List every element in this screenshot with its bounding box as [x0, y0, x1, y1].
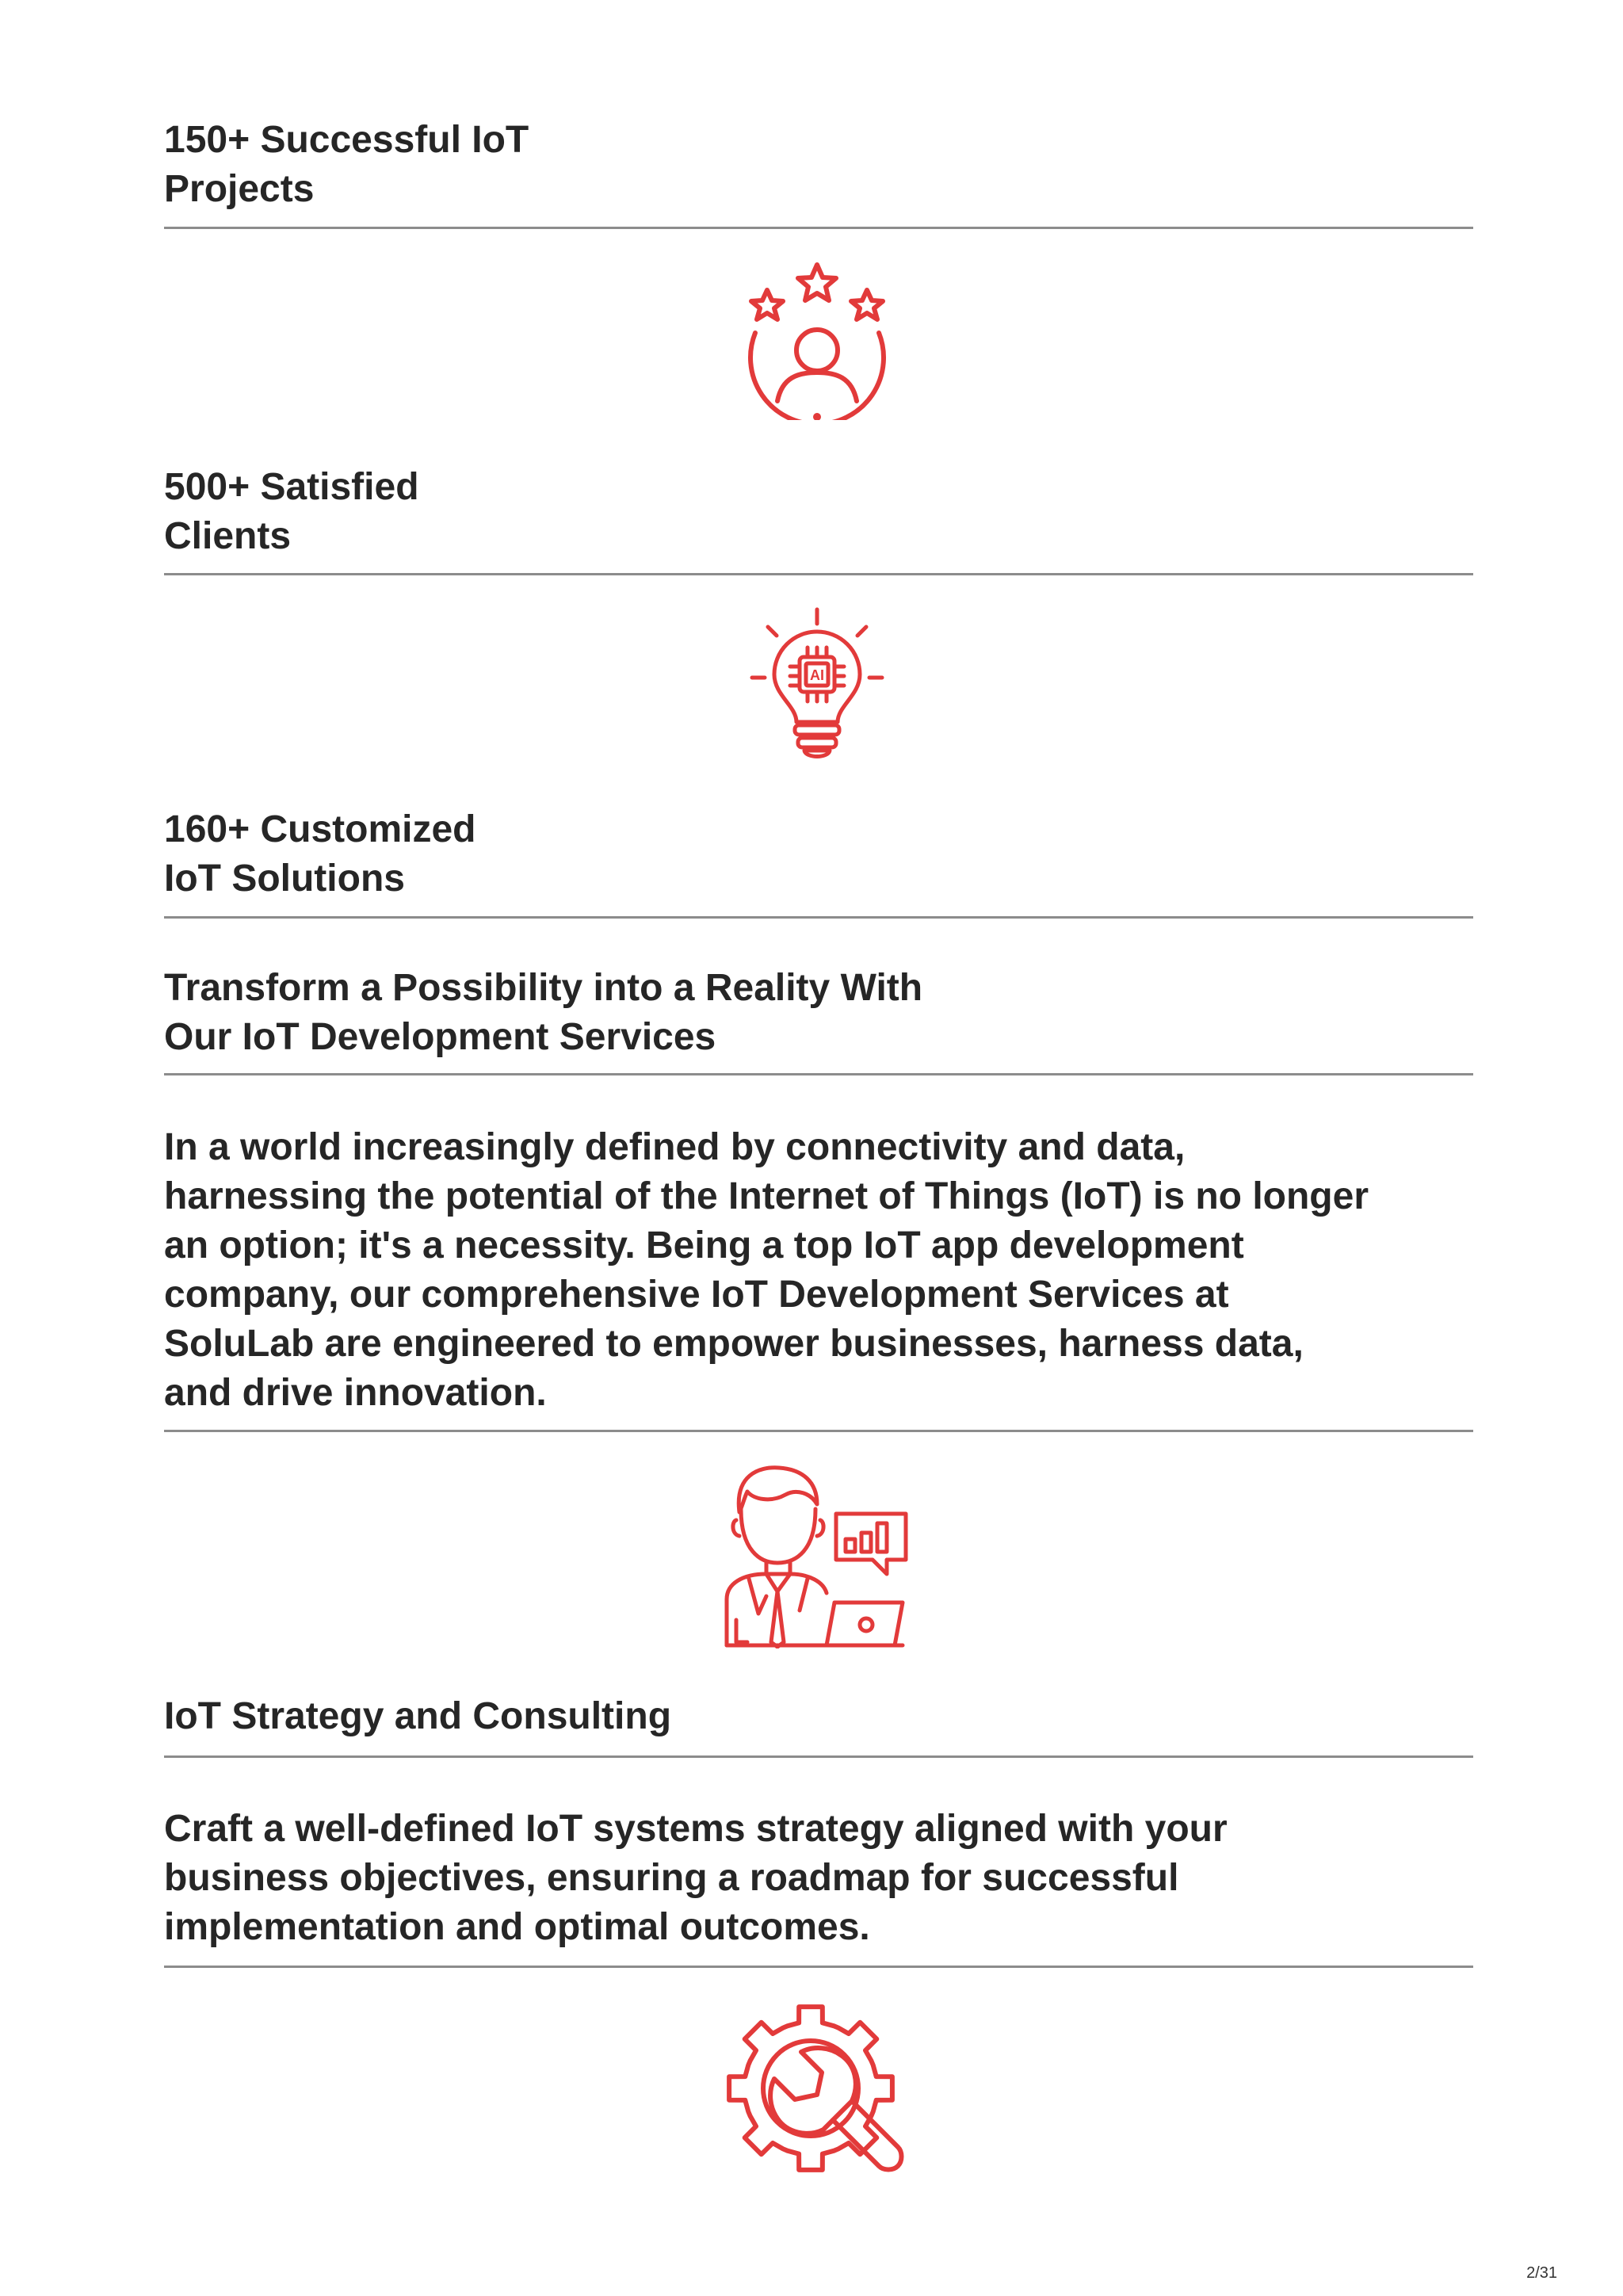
stat-solutions-line2: IoT Solutions [164, 858, 405, 900]
stat-solutions [164, 805, 1473, 904]
section-heading-line1: Transform a Possibility into a Reality With [164, 967, 923, 1009]
divider [164, 1966, 1473, 1968]
divider [164, 573, 1473, 575]
divider [164, 227, 1473, 229]
consultant-presentation-icon [720, 1463, 909, 1648]
divider [164, 1755, 1473, 1758]
stat-clients-line2: Clients [164, 515, 292, 557]
ai-chip-label: AI [810, 667, 824, 683]
stat-projects-line1: 150+ Successful IoT [164, 119, 529, 161]
page-number: 2/31 [1526, 2264, 1557, 2282]
intro-line: SoluLab are engineered to empower businesses, harness data, [164, 1323, 1304, 1365]
service-description-line: implementation and optimal outcomes. [164, 1906, 870, 1948]
service-description [164, 1805, 1473, 1952]
intro-line: harnessing the potential of the Internet of Things (IoT) is no longer [164, 1175, 1369, 1217]
intro-line: an option; it's a necessity. Being a top IoT app development [164, 1224, 1244, 1266]
ai-lightbulb-icon [747, 606, 887, 762]
intro-line: company, our comprehensive IoT Development Services at [164, 1274, 1229, 1316]
intro-line: In a world increasingly defined by connectivity and data, [164, 1126, 1186, 1168]
section-heading-line2: Our IoT Development Services [164, 1016, 716, 1058]
stat-projects-line2: Projects [164, 168, 315, 210]
intro-line: and drive innovation. [164, 1372, 547, 1414]
service-description-line: Craft a well-defined IoT systems strategy aligned with your [164, 1808, 1228, 1850]
divider [164, 916, 1473, 919]
service-title: IoT Strategy and Consulting [164, 1695, 672, 1737]
stat-clients-line1: 500+ Satisfied [164, 466, 419, 508]
divider [164, 1073, 1473, 1075]
intro-paragraph [164, 1123, 1473, 1418]
stars-user-icon [741, 260, 893, 420]
section-heading [164, 964, 1473, 1062]
stat-solutions-line1: 160+ Customized [164, 808, 476, 850]
stat-projects [164, 116, 1473, 214]
stat-clients [164, 463, 1473, 561]
service-description-line: business objectives, ensuring a roadmap for successful [164, 1857, 1179, 1899]
divider [164, 1430, 1473, 1432]
gear-wrench-icon [724, 2001, 909, 2187]
